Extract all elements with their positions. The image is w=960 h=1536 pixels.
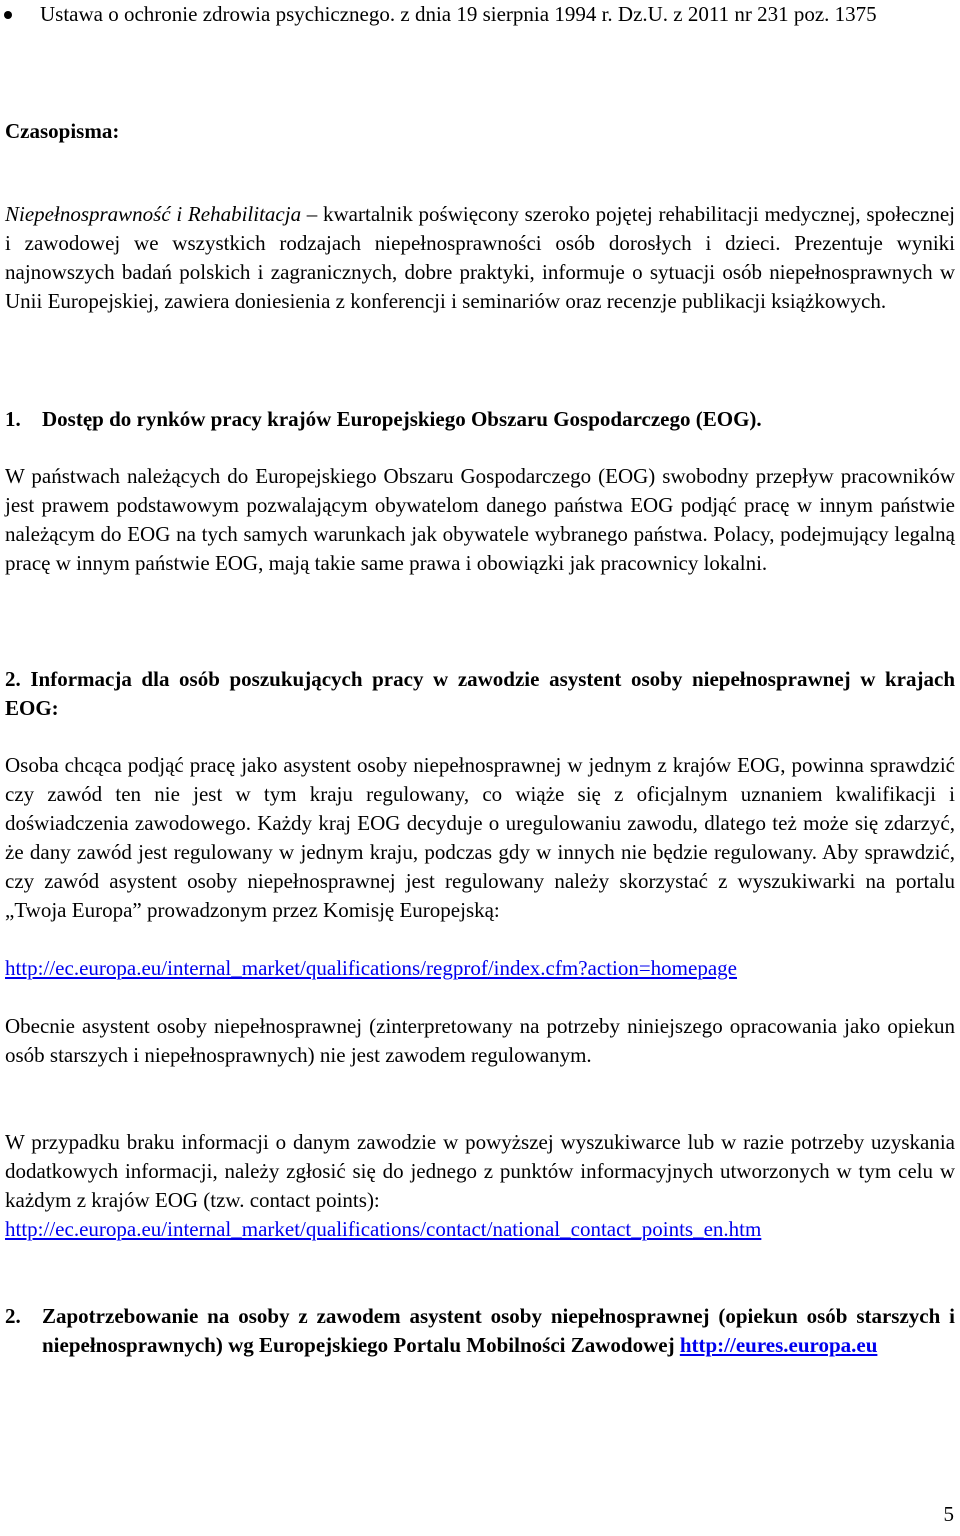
section-3-title-block (5, 1302, 955, 1360)
journal-text-1: – kwartalnik poświęcony szeroko pojętej rehabilitacji medycznej, społecznej i zawodowej we wszystkich rodzajach niepełnosprawności osób dorosłych i dzieci. (5, 202, 955, 255)
section-3-number: 2. (5, 1304, 21, 1328)
section-1-heading (5, 405, 955, 434)
czasopisma-heading: Czasopisma: (5, 119, 120, 143)
link-regprof[interactable]: http://ec.europa.eu/internal_market/qualifications/regprof/index.cfm?action=homepage (5, 956, 737, 980)
section-3-heading (5, 1302, 955, 1360)
section-2-title: Informacja dla osób poszukujących pracy w zawodzie asystent osoby niepełnosprawnej w krajach EOG: (5, 667, 956, 720)
section-2-paragraph-1: Osoba chcąca podjąć pracę jako asystent osoby niepełnosprawnej w jednym z krajów EOG, powinna sprawdzić czy zawód ten nie jest w tym kraju regulowany, co wiąże się z oficjalnym uznaniem kwalifikacji i doświadczenia zawodowego. Każdy kraj EOG decyduje o uregulowaniu zawodu, dlatego też może się zdarzyć, że dany zawód jest regulowany w jednym kraju, podczas gdy w innych nie będzie regulowany. Aby sprawdzić, czy zawód asystent osoby niepełnosprawnej jest regulowany należy skorzystać z wyszukiwarki na portalu „Twoja Europa” prowadzonym przez Komisję Europejską: (5, 753, 955, 922)
bullet-list-item (40, 0, 920, 29)
section-1-number: 1. (5, 407, 21, 431)
link-contact-points-row (5, 1215, 955, 1244)
link-contact-points[interactable]: http://ec.europa.eu/internal_market/qualifications/contact/national_contact_points_en.htm (5, 1217, 762, 1241)
page-number: 5 (943, 1502, 954, 1526)
link-regprof-row (5, 954, 955, 983)
bullet-icon (4, 11, 12, 19)
section-2-number: 2. (5, 667, 21, 691)
section-1-title: Dostęp do rynków pracy krajów Europejskiego Obszaru Gospodarczego (EOG). (42, 407, 762, 431)
section-2-heading (5, 665, 955, 723)
section-2-paragraph-2: Obecnie asystent osoby niepełnosprawnej (zinterpretowany na potrzeby niniejszego opracowania jako opiekun osób starszych i niepełnosprawnych) nie jest zawodem regulowanym. (5, 1014, 955, 1067)
journal-title: Niepełnosprawność i Rehabilitacja (5, 202, 302, 226)
section-1-paragraph: W państwach należących do Europejskiego Obszaru Gospodarczego (EOG) swobodny przepływ pracowników jest prawem podstawowym pozwalającym obywatelom danego państwa EOG podjąć pracę w innym państwie należącym do EOG na tych samych warunkach jak obywatele wybranego państwa. Polacy, podejmujący legalną pracę w innym państwie EOG, mają takie same prawa i obowiązki jak pracownicy lokalni. (5, 464, 955, 575)
link-eures[interactable]: http://eures.europa.eu (679, 1333, 878, 1357)
bullet-text: Ustawa o ochronie zdrowia psychicznego. z dnia 19 sierpnia 1994 r. Dz.U. z 2011 nr 231 poz. 1375 (40, 2, 877, 26)
section-2-paragraph-3: W przypadku braku informacji o danym zawodzie w powyższej wyszukiwarce lub w razie potrzeby uzyskania dodatkowych informacji, należy zgłosić się do jednego z punktów informacyjnych utworzonych w tym celu w każdym z krajów EOG (tzw. contact points): (5, 1130, 955, 1212)
section-3-title: Zapotrzebowanie na osoby z zawodem asystent osoby niepełnosprawnej (opiekun osób starszych i niepełnosprawnych) wg Europejskiego Portalu Mobilności Zawodowej (42, 1304, 955, 1357)
journal-text-2: Prezentuje wyniki najnowszych badań polskich i zagranicznych, dobre praktyki, informuje o sytuacji osób niepełnosprawnych w Unii Europejskiej, zawiera doniesienia z konferencji i seminariów oraz recenzje publikacji książkowych. (5, 231, 955, 313)
journal-description (5, 200, 955, 316)
